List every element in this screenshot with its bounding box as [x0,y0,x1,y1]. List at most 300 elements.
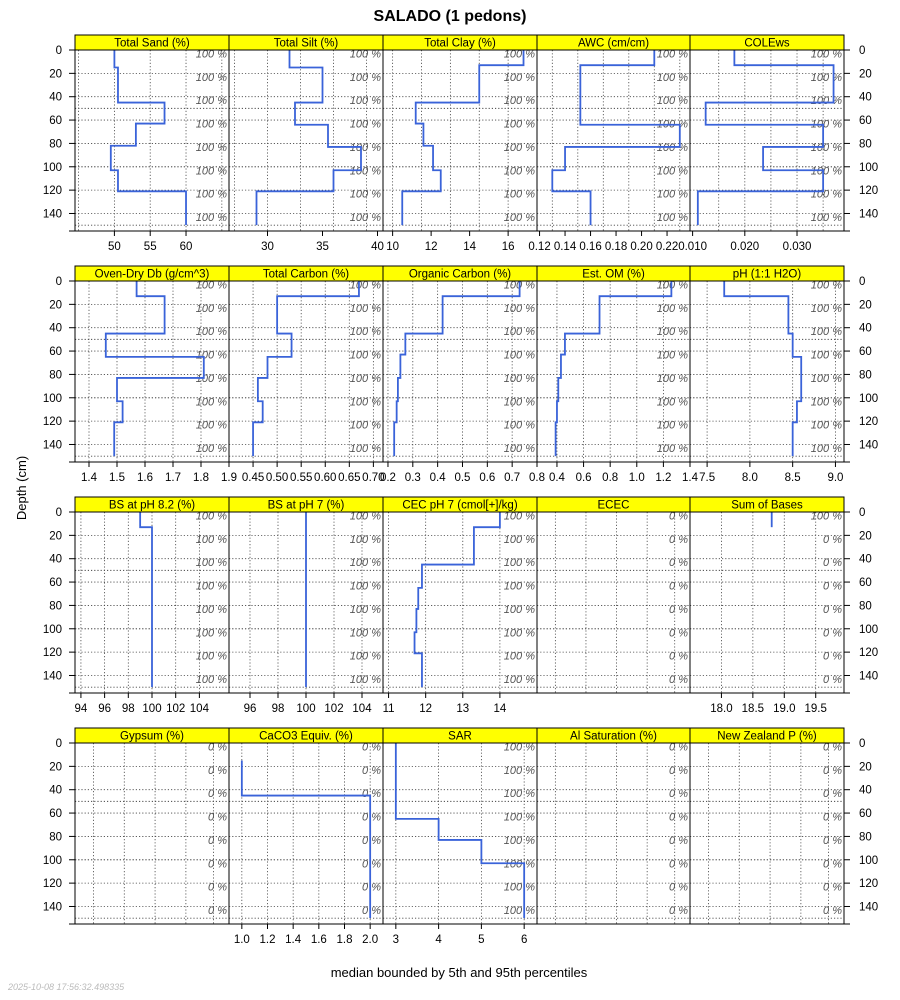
x-tick-label: 102 [324,703,344,715]
x-tick-label: 12 [419,703,433,715]
y-tick-label-right: 40 [859,91,872,104]
depth-axis [43,738,878,924]
percent-label: 0 % [208,788,227,801]
percent-label: 100 % [810,279,842,292]
percent-label: 100 % [656,442,688,455]
percent-label: 100 % [503,557,535,570]
percent-label: 100 % [503,48,535,61]
percent-label: 100 % [810,510,842,523]
percent-label: 100 % [503,741,535,754]
percent-label: 100 % [503,326,535,339]
median-profile-line [242,761,370,919]
percent-label: 100 % [503,603,535,616]
panel-frame [537,512,690,693]
percent-label: 100 % [195,396,227,409]
median-profile-line [556,281,672,456]
panel-title: Total Carbon (%) [262,268,350,281]
panels-layer [43,35,878,946]
x-tick-label: 98 [121,703,135,715]
percent-label: 0 % [669,650,688,663]
percent-label: 100 % [810,141,842,154]
panel [383,497,537,715]
percent-label: 100 % [195,510,227,523]
x-tick-label: 9.0 [827,472,844,484]
percent-label: 100 % [656,279,688,292]
y-tick-label-left: 60 [49,577,62,590]
y-tick-label-left: 80 [49,831,62,844]
percent-label: 100 % [503,580,535,593]
x-tick-label: 12 [424,241,438,253]
y-tick-label-right: 120 [859,185,879,198]
percent-label: 100 % [349,349,381,362]
y-tick-label-right: 40 [859,784,872,797]
percent-label: 100 % [195,165,227,178]
timestamp: 2025-10-08 17:56:32.498335 [8,982,125,992]
y-tick-label-right: 40 [859,322,872,335]
panel [690,728,844,924]
percent-label: 100 % [503,279,535,292]
percent-label: 100 % [349,211,381,224]
percent-label: 100 % [195,627,227,640]
panel [690,266,844,484]
y-tick-label-left: 100 [42,623,62,636]
y-tick-label-right: 140 [859,439,879,452]
percent-label: 100 % [195,141,227,154]
percent-label: 100 % [503,372,535,385]
y-tick-label-right: 100 [859,161,879,174]
percent-label: 100 % [503,788,535,801]
percent-label: 100 % [503,442,535,455]
x-tick-label: 8.0 [741,472,758,484]
percent-label: 100 % [810,118,842,131]
percent-label: 100 % [656,165,688,178]
percent-label: 100 % [349,165,381,178]
x-tick-label: 1.6 [137,472,153,484]
percent-label: 0 % [669,510,688,523]
y-tick-label-left: 0 [55,45,62,57]
y-tick-label-left: 100 [42,392,62,405]
percent-label: 100 % [349,627,381,640]
percent-label: 100 % [656,372,688,385]
median-profile-line [724,281,801,456]
x-axis-label: median bounded by 5th and 95th percentiles [330,965,588,980]
x-tick-label: 60 [179,241,193,253]
x-tick-label: 16 [501,241,515,253]
y-tick-label-left: 60 [49,346,62,359]
percent-label: 100 % [810,302,842,315]
y-tick-label-right: 20 [859,761,872,774]
panel [383,35,537,253]
panel-frame [75,743,229,924]
panel-title: COLEws [744,37,790,50]
x-tick-label: 102 [166,703,186,715]
percent-label: 100 % [349,118,381,131]
percent-label: 100 % [503,533,535,546]
percent-label: 100 % [349,95,381,108]
y-tick-label-right: 0 [859,276,866,288]
y-tick-label-right: 20 [859,68,872,81]
percent-label: 0 % [362,881,381,894]
percent-label: 100 % [349,510,381,523]
percent-label: 100 % [503,904,535,917]
x-tick-label: 0.6 [575,472,592,484]
percent-label: 100 % [195,95,227,108]
y-tick-label-right: 100 [859,392,879,405]
x-tick-label: 98 [271,703,285,715]
percent-label: 100 % [656,71,688,84]
x-tick-label: 1.6 [310,934,327,946]
percent-label: 0 % [823,580,842,593]
y-axis-label: Depth (cm) [14,455,29,521]
percent-label: 0 % [823,673,842,686]
x-tick-label: 104 [352,703,372,715]
percent-label: 100 % [503,165,535,178]
panel-frame [690,512,844,693]
percent-label: 100 % [810,165,842,178]
y-tick-label-left: 0 [55,738,62,750]
percent-label: 0 % [208,741,227,754]
percent-label: 100 % [349,673,381,686]
x-tick-label: 8.5 [784,472,801,484]
percent-label: 100 % [656,48,688,61]
panel-title: BS at pH 8.2 (%) [108,499,196,512]
y-tick-label-right: 80 [859,369,872,382]
y-tick-label-left: 120 [42,878,62,891]
x-tick-label: 6 [520,934,528,946]
percent-label: 0 % [669,764,688,777]
panel [229,497,383,715]
panel-title: CaCO3 Equiv. (%) [259,730,353,743]
percent-label: 100 % [503,188,535,201]
percent-label: 0 % [823,627,842,640]
percent-label: 0 % [823,557,842,570]
x-tick-label: 0.12 [528,241,551,253]
x-tick-label: 1.8 [193,472,209,484]
y-tick-label-left: 40 [49,553,62,566]
y-tick-label-left: 20 [49,68,62,81]
panel-title: Organic Carbon (%) [408,268,512,281]
x-tick-label: 94 [74,703,88,715]
percent-label: 100 % [195,71,227,84]
percent-label: 100 % [503,302,535,315]
x-tick-label: 1.9 [221,472,237,484]
percent-label: 100 % [810,211,842,224]
percent-label: 0 % [208,904,227,917]
percent-label: 100 % [656,118,688,131]
x-tick-label: 0.4 [429,472,446,484]
x-tick-label: 30 [261,241,274,253]
panel-title: pH (1:1 H2O) [732,268,802,281]
percent-label: 100 % [195,279,227,292]
percent-label: 100 % [503,858,535,871]
percent-label: 100 % [810,71,842,84]
y-tick-label-left: 80 [49,369,62,382]
percent-label: 0 % [362,788,381,801]
percent-label: 0 % [208,764,227,777]
percent-label: 0 % [823,788,842,801]
percent-label: 0 % [669,533,688,546]
y-tick-label-left: 40 [49,784,62,797]
x-tick-label: 1.5 [109,472,125,484]
y-tick-label-left: 100 [42,161,62,174]
chart-title: SALADO (1 pedons) [373,8,527,25]
y-tick-label-left: 80 [49,600,62,613]
x-tick-label: 0.16 [579,241,602,253]
panel [690,497,844,715]
percent-label: 0 % [362,811,381,824]
panel-title: AWC (cm/cm) [577,37,650,50]
y-tick-label-right: 60 [859,346,872,359]
percent-label: 100 % [810,349,842,362]
panel [229,728,383,946]
y-tick-label-right: 140 [859,208,879,221]
panel [678,35,844,253]
x-tick-label: 18.0 [710,703,733,715]
percent-label: 100 % [503,764,535,777]
percent-label: 100 % [503,881,535,894]
percent-label: 100 % [656,211,688,224]
percent-label: 100 % [503,396,535,409]
x-tick-label: 19.5 [804,703,827,715]
x-tick-label: 10 [386,241,400,253]
panel-title: Total Clay (%) [424,37,496,50]
percent-label: 100 % [810,95,842,108]
percent-label: 0 % [823,834,842,847]
percent-label: 0 % [669,557,688,570]
x-tick-label: 13 [456,703,470,715]
y-tick-label-left: 0 [55,276,62,288]
x-tick-label: 96 [243,703,257,715]
median-profile-line [415,512,500,687]
x-tick-label: 0.3 [404,472,421,484]
percent-label: 0 % [669,834,688,847]
percent-label: 100 % [349,188,381,201]
x-tick-label: 0.20 [630,241,653,253]
percent-label: 100 % [195,302,227,315]
x-tick-label: 96 [98,703,112,715]
x-tick-label: 0.6 [479,472,496,484]
y-tick-label-left: 140 [42,670,62,683]
percent-label: 100 % [349,533,381,546]
percent-label: 100 % [195,442,227,455]
percent-label: 100 % [503,650,535,663]
y-tick-label-left: 20 [49,530,62,543]
panel [75,266,237,484]
x-tick-label: 0.55 [289,472,313,484]
x-tick-label: 7.5 [699,472,716,484]
y-tick-label-left: 40 [49,91,62,104]
y-tick-label-right: 80 [859,831,872,844]
percent-label: 0 % [208,858,227,871]
median-profile-line [253,281,359,456]
percent-label: 0 % [669,858,688,871]
x-tick-label: 14 [493,703,507,715]
panel [537,728,690,924]
y-tick-label-left: 0 [55,507,62,519]
x-tick-label: 0.50 [265,472,289,484]
x-tick-label: 0.2 [379,472,396,484]
median-profile-line [140,512,152,687]
percent-label: 100 % [195,650,227,663]
percent-label: 100 % [810,396,842,409]
y-tick-label-left: 20 [49,299,62,312]
y-tick-label-left: 140 [42,208,62,221]
panel-frame [537,743,690,924]
percent-label: 100 % [349,279,381,292]
percent-label: 100 % [656,419,688,432]
panel-title: Sum of Bases [731,499,803,512]
panel-title: SAR [448,730,472,743]
percent-label: 100 % [503,811,535,824]
panel-frame [229,743,383,924]
y-tick-label-left: 120 [42,416,62,429]
percent-label: 100 % [810,419,842,432]
x-tick-label: 1.4 [81,472,97,484]
percent-label: 0 % [669,603,688,616]
percent-label: 100 % [503,510,535,523]
x-tick-label: 14 [463,241,477,253]
percent-label: 100 % [503,141,535,154]
percent-label: 100 % [349,442,381,455]
percent-label: 0 % [362,741,381,754]
y-tick-label-right: 40 [859,553,872,566]
y-tick-label-right: 0 [859,507,866,519]
percent-label: 100 % [349,419,381,432]
x-tick-label: 100 [142,703,162,715]
y-tick-label-right: 100 [859,854,879,867]
percent-label: 0 % [823,904,842,917]
percent-label: 100 % [349,557,381,570]
median-profile-line [257,50,362,225]
panel-title: BS at pH 7 (%) [267,499,345,512]
y-tick-label-left: 140 [42,439,62,452]
percent-label: 100 % [656,188,688,201]
percent-label: 100 % [195,603,227,616]
percent-label: 0 % [669,580,688,593]
percent-label: 100 % [656,141,688,154]
percent-label: 0 % [669,741,688,754]
percent-label: 100 % [503,95,535,108]
x-tick-label: 18.5 [741,703,765,715]
y-tick-label-left: 20 [49,761,62,774]
y-tick-label-right: 20 [859,530,872,543]
percent-label: 0 % [823,881,842,894]
median-profile-line [106,281,204,456]
percent-label: 0 % [823,764,842,777]
percent-label: 0 % [362,858,381,871]
percent-label: 0 % [362,764,381,777]
percent-label: 0 % [669,673,688,686]
percent-label: 100 % [195,673,227,686]
panel-title: New Zealand P (%) [717,730,817,743]
percent-label: 100 % [195,118,227,131]
y-tick-label-left: 60 [49,808,62,821]
x-tick-label: 1.2 [259,934,276,946]
y-tick-label-left: 140 [42,901,62,914]
percent-label: 100 % [503,673,535,686]
x-tick-label: 35 [316,241,329,253]
panel-frame [690,743,844,924]
percent-label: 0 % [208,811,227,824]
y-tick-label-right: 60 [859,115,872,128]
percent-label: 100 % [349,603,381,616]
x-tick-label: 19.0 [773,703,796,715]
percent-label: 0 % [669,811,688,824]
percent-label: 0 % [669,904,688,917]
percent-label: 100 % [810,188,842,201]
percent-label: 100 % [810,326,842,339]
panel-title: CEC pH 7 (cmol[+]/kg) [402,499,518,512]
x-tick-label: 0.60 [314,472,337,484]
x-tick-label: 0.45 [241,472,265,484]
x-tick-label: 0.020 [730,241,760,253]
depth-axis [43,276,878,462]
y-tick-label-right: 20 [859,299,872,312]
panel [75,728,229,924]
panel [229,266,385,484]
x-tick-label: 0.8 [602,472,619,484]
panel [537,497,690,693]
y-tick-label-left: 100 [42,854,62,867]
x-tick-label: 1.0 [628,472,645,484]
depth-axis [43,45,878,231]
percent-label: 100 % [195,557,227,570]
percent-label: 100 % [656,396,688,409]
panel [75,497,229,715]
x-tick-label: 0.8 [529,472,545,484]
percent-label: 100 % [349,650,381,663]
percent-label: 0 % [823,811,842,824]
percent-label: 100 % [656,349,688,362]
percent-label: 100 % [195,349,227,362]
x-tick-label: 0.65 [338,472,361,484]
percent-label: 100 % [349,302,381,315]
x-tick-label: 0.22 [655,241,679,253]
median-profile-line [111,50,186,225]
y-tick-label-left: 60 [49,115,62,128]
x-tick-label: 1.7 [165,472,181,484]
y-tick-label-right: 60 [859,577,872,590]
x-tick-label: 1.2 [655,472,672,484]
percent-label: 100 % [349,372,381,385]
percent-label: 100 % [656,95,688,108]
percent-label: 100 % [195,211,227,224]
percent-label: 100 % [503,118,535,131]
percent-label: 100 % [195,48,227,61]
x-tick-label: 3 [392,934,400,946]
percent-label: 100 % [503,71,535,84]
percent-label: 100 % [349,71,381,84]
percent-label: 100 % [349,396,381,409]
y-tick-label-left: 120 [42,185,62,198]
percent-label: 100 % [503,627,535,640]
percent-label: 0 % [823,603,842,616]
x-tick-label: 0.70 [362,472,385,484]
x-tick-label: 0.5 [454,472,471,484]
x-tick-label: 0.14 [553,241,577,253]
percent-label: 100 % [810,442,842,455]
percent-label: 0 % [823,650,842,663]
percent-label: 100 % [195,372,227,385]
x-tick-label: 55 [143,241,157,253]
x-tick-label: 100 [296,703,316,715]
panel [537,266,699,484]
percent-label: 100 % [503,349,535,362]
y-tick-label-right: 0 [859,45,866,57]
panel [229,35,384,253]
percent-label: 0 % [669,627,688,640]
panel [528,35,690,253]
